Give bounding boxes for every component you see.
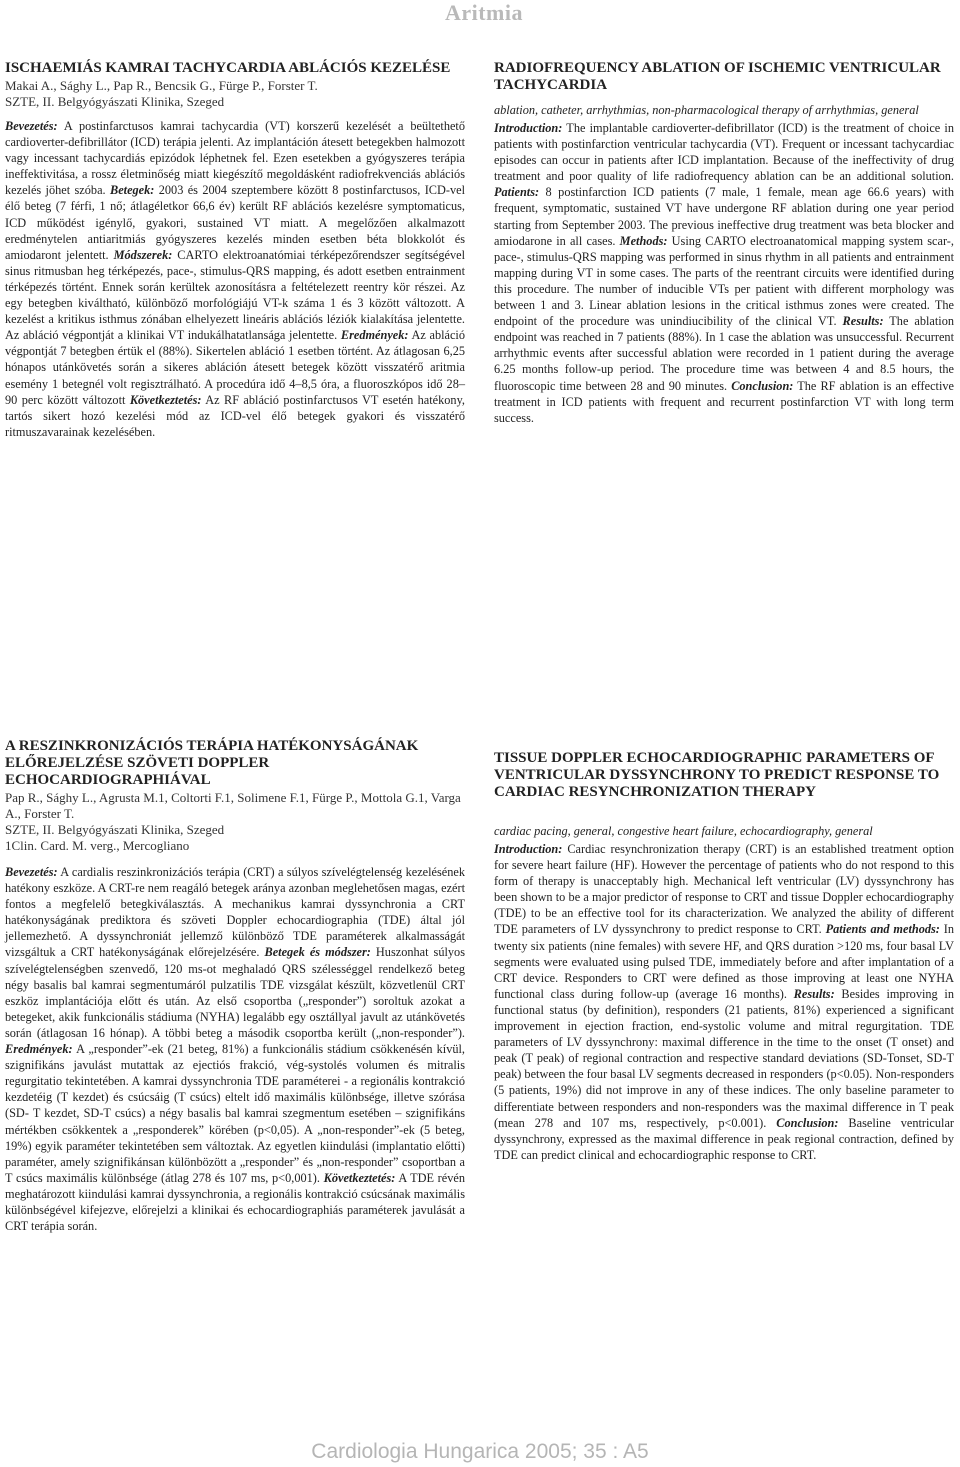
journal-citation: Cardiologia Hungarica 2005; 35 : A5 (311, 1440, 649, 1463)
results-text: A „responder”-ek (21 beteg, 81%) a funkcionális stádium csökkenésén kívül, szignifikáns javulást mutattak az ejectiós frakció, vég-systolés volumen és mitralis regurgitatio tekintetében. A kamrai dyssynchronia TDE paraméterei - a regionális kontrakció kezdetéig (T kezdet) és csúcsáig (T csúcs) eltelt idő maximális különbsége, illetve szórása (SD- T kezdet, SD-T csúcs) a négy basalis bal kamrai szegmentum esetében – szignifikáns mértékben csökkentek a „responderek” körében (p<0,05). A „non-responder”-ek (5 beteg, 19%) egyik paraméter tekintetében sem változtak. Az egyetlen kiindulási (implantatio előtti) paraméter, amely szignifikánsan különbözött a „responder” és „non-responder” csoportban a T csúcs maximális különbsége (átlag 278 és 107 ms, p<0,001). (5, 1042, 465, 1185)
intro-text: Cardiac resynchronization therapy (CRT) is an established treatment option for severe heart failure (HF). However the percentage of patients who do not respond to this form of therapy is unacceptably high. Mechanical left ventricular (LV) dyssynchrony has been shown to be a major predictor of response to CRT and tissue Doppler echocardiography (TDE) to be an effective tool for its characterization. We analyzed the ability of different TDE parameters of LV dyssynchrony to predict response to CRT. (494, 842, 954, 937)
abstract-affiliation: SZTE, II. Belgyógyászati Klinika, Szeged (5, 822, 225, 837)
abstract-keywords: cardiac pacing, general, congestive heart failure, echocardiography, general (494, 824, 873, 838)
methods-text: Using CARTO electroanatomical mapping system scar-, pace-, stimulus-QRS mapping was performed in sinus rhythm in all patients and entrainment mapping during VT in some cases. The parts of the reentrant circuits were identified during this procedure. The number of inducible VTs per patient with different morphology was between 1 and 3. Linear ablation lesions in the critical isthmus zones were created. The endpoint of the procedure was unindiucibility of the clinical VT. (494, 233, 954, 329)
patients-text: 2003 és 2004 szeptembere között 8 postinfarctusos, ICD-vel élő beteg (7 férfi, 1 nő; átlagéletkor 66,6 év) került RF ablációs kezelésre symptomaticus, ICD működést igénylő, gyakori, sustained VT miatt. A megelőzően alkalmazott eredménytelen antiaritmiás gyógyszeres kezelés minden esetben béta blokkolót és amiodaront jelentett. (5, 183, 465, 262)
page-footer (0, 1440, 960, 1464)
patients-text: Huszonhat súlyos szívelégtelenségben szenvedő, 120 ms-ot meghaladó QRS szélességgel rendelkező beteg négy basalis bal kamrai segmentumáról pulzatilis TDE vizsgálat készült, közvetlenül CRT eszköz implantációja előtt és után. Az első csoportba („responder”) soroltuk azokat a betegeket, akik funkcionális stádiuma (NYHA) legalább egy osztállyal javult az utánkövetés során (átlagosan 16 hónap). A többi beteg a második csoportba került („non-responder”). (5, 945, 465, 1040)
intro-text: The implantable cardioverter-defibrillator (ICD) is the treatment of choice in patients with postinfarction ventricular tachycardia (VT). Frequent or incessant tachycardiac episodes can occur in patients after ICD implantation. Because of the ineffectivity of drug treatment and poor quality of life radiofrequency ablation can be an additional solution. (494, 121, 954, 184)
intro-text: A postinfarctusos kamrai tachycardia (VT) korszerű kezelését a beültethető cardioverter-defibrillátor (ICD) terápia jelenti. Az implantáción átesett betegekben halmozott vagy incessant tachycardiás epizódok léphetnek fel. Ezen esetekben a gyógyszeres terápia ineffektivitása, a rossz életminőség miatt kiegészítő megoldásként radiofrekvenciás ablációs kezelés jöhet szóba. (5, 119, 465, 198)
conclusion-label: Conclusion: (727, 378, 794, 393)
conclusion-label: Conclusion: (766, 1115, 839, 1130)
results-label: Eredmények: (337, 328, 409, 343)
intro-label: Introduction: (494, 842, 563, 856)
abstract-body (5, 864, 465, 1234)
intro-label: Bevezetés: (5, 119, 58, 133)
patients-label: Patients and methods: (821, 922, 940, 937)
abstract-en-ablation (494, 60, 954, 426)
section-title: Aritmia (444, 0, 523, 25)
patients-text: 8 postinfarction ICD patients (7 male, 1 female, mean age 66.6 years) with frequent, symptomatic, sustained VT have undergone RF ablation during one year period starting from September 2003. The previous ineffective drug treatment was beta blocker and amiodarone in all cases. (494, 185, 954, 248)
patients-label: Betegek és módszer: (259, 945, 371, 960)
conclusion-label: Következtetés: (125, 392, 202, 407)
abstract-authors: Makai A., Sághy L., Pap R., Bencsik G., Fürge P., Forster T. (5, 78, 318, 93)
results-label: Eredmények: (5, 1042, 73, 1057)
patients-label: Patients: (494, 185, 540, 200)
conclusion-text: The RF ablation is an effective treatment in ICD patients with frequent and recurrent postinfarction VT with long term success. (494, 378, 954, 425)
methods-text: CARTO elektroanatómiai térképezőrendszer segítségével sinus ritmusban heg térképezés, pace-, stimulus-QRS mapping, és adott esetben entrainment térképezés történt. Ennek során kerültek azonosításra a feltételezett reentry kör részei. Az egy betegben kiváltható, különböző morfológiájú VT-k száma 1 és 3 között változott. A kezelést a kritikus isthmus zónában elhelyezett lineáris ablációs léziók kialakítása jelentette. Az abláció végpontját a klinikai VT indukálhatatlansága jelentette. (5, 247, 466, 343)
abstract-body (5, 118, 465, 440)
abstract-keywords: ablation, catheter, arrhythmias, non-pharmacological therapy of arrhythmias, general (494, 103, 919, 117)
conclusion-text: A TDE révén meghatározott kiindulási kamrai dyssynchronia, a regionális kontrakció csúcsának maximális különbségével kifejezve, előrejelzi a klinikai és echocardiographiás paraméterek javulását a CRT terápia során. (5, 1170, 465, 1234)
patients-text: In twenty six patients (nine females) with severe HF, and QRS duration >120 ms, four basal LV segments were evaluated using pulsed TDE, immediately before and after implantation of a CRT device. Responders to CRT were defined as those improving at least one NYHA functional class during follow-up (average 16 months). (494, 922, 954, 1001)
abstract-title: TISSUE DOPPLER ECHOCARDIOGRAPHIC PARAMETERS OF VENTRICULAR DYSSYNCHRONY TO PREDICT RESPONSE TO CARDIAC RESYNCHRONIZATION THERAPY (494, 750, 940, 800)
results-label: Results: (836, 314, 884, 329)
abstract-body (494, 120, 954, 426)
intro-text: A cardialis reszinkronizációs terápia (CRT) a súlyos szívelégtelenség kezelésének hatékony eszköze. A CRT-re nem reagáló betegek aránya azonban meglehetősen magas, ezért fontos a megfelelő betegkiválasztás. A mechanikus kamrai dyssynchronia a CRT hatékonyságának prediktora és szöveti Doppler echocardiographia (TDE) által jól jellemezhető. A dyssynchroniát jellemző különböző TDE paraméterek alkalmasságát vizsgáltuk a CRT hatékonyságának előrejelzésére. (5, 865, 465, 960)
abstract-affiliation: SZTE, II. Belgyógyászati Klinika, Szeged (5, 94, 225, 109)
conclusion-label: Következtetés: (319, 1170, 396, 1185)
methods-label: Módszerek: (108, 247, 173, 262)
abstract-en-resynchronization (494, 750, 954, 1163)
abstract-title: RADIOFREQUENCY ABLATION OF ISCHEMIC VENTRICULAR TACHYCARDIA (494, 60, 941, 93)
intro-label: Bevezetés: (5, 865, 58, 879)
abstract-title: ISCHAEMIÁS KAMRAI TACHYCARDIA ABLÁCIÓS KEZELÉSE (5, 60, 451, 76)
methods-label: Methods: (615, 233, 668, 248)
patients-label: Betegek: (105, 183, 155, 198)
conclusion-text: Az RF abláció postinfarctusos VT esetén hatékony, tartós sikert hozó kezelési mód az ICD-vel élő betegek gyakori és visszatérő ritmuszavarainak kezelésében. (5, 392, 465, 439)
abstract-hu-resynchronization (5, 738, 465, 1234)
abstract-hu-ablation (5, 60, 465, 440)
abstract-authors: Pap R., Sághy L., Agrusta M.1, Coltorti F.1, Solimene F.1, Fürge P., Mottola G.1, Varga A., Forster T. (5, 790, 461, 821)
abstract-affiliation-secondary: 1Clin. Card. M. verg., Mercogliano (5, 838, 190, 853)
abstract-title: A RESZINKRONIZÁCIÓS TERÁPIA HATÉKONYSÁGÁNAK ELŐREJELZÉSE SZÖVETI DOPPLER ECHOCARDIOGRAPHIÁVAL (5, 738, 419, 788)
results-text: The ablation endpoint was reached in 7 patients (88%). In 1 case the ablation was unsuccessful. Recurrent arrhythmic events after successful ablation were recorded in 1 patient during the average 6.25 months follow-up period. The procedure time was between 4 and 8.5 hours, the fluoroscopic time between 28 and 90 minutes. (494, 314, 955, 393)
results-label: Results: (786, 986, 835, 1001)
results-text: Az abláció végpontját 7 betegben értük el (88%). Sikertelen abláció 1 esetben történt. Az átlagosan 6,25 hónapos utánkövetés során a sikeres abláción átesett betegek között visszatérő aritmia esemény 1 betegnél volt regisztrálható. A procedúra idő 4–8,5 óra, a fluoroszkópos idő 28–90 perc között változott (5, 328, 465, 407)
results-text: Besides improving in functional status (by definition), responders (21 patients, 81%) experienced a significant improvement in ejection fraction, end-systolic volume and mitral regurgitation. TDE parameters of LV dyssynchrony: maximal difference in the time to the onset (T onset) and peak (T peak) of regional contraction and respective standard deviations (SD-Tonset, SD-T peak) between the four basal LV segments decreased in responders (p<0.05). Non-responders (5 patients, 19%) did not improve in any of these indices. The only baseline parameter to differentiate between responders and non-responders was the maximal difference in T peak (mean 278 and 107 ms, respectively, p<0.001). (494, 986, 954, 1130)
intro-label: Introduction: (494, 121, 563, 135)
conclusion-text: Baseline ventricular dyssynchrony, expressed as the maximal difference in peak regional contraction, defined by TDE can predict clinical and echocardiographic response to CRT. (494, 1115, 955, 1162)
abstract-body (494, 841, 954, 1163)
